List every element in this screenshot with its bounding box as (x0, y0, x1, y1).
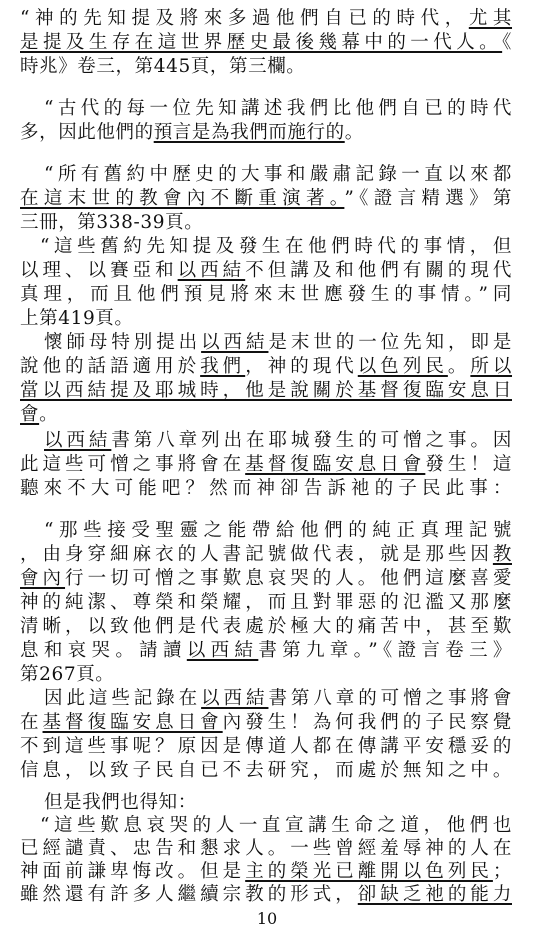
text-line (20, 760, 512, 784)
text-segment: 是末世的一位先知，即是 (268, 332, 512, 353)
text-line (44, 520, 512, 544)
text-line (20, 478, 512, 502)
text-line (44, 792, 512, 816)
underlined-text: 主的榮光已離開以色列民 (245, 861, 493, 882)
text-segment: 已經譴責、忠告和懇求人。一些曾經羞辱神的人在 (20, 838, 512, 859)
text-line (20, 568, 512, 592)
text-line (20, 404, 512, 428)
text-line (44, 332, 512, 356)
text-segment: 以理、以賽亞和 (20, 260, 178, 281)
text-line (20, 308, 512, 332)
text-segment: 在 (20, 712, 43, 733)
text-line (20, 616, 512, 640)
text-segment: “這些舊約先知提及發生在他們時代的事情，但 (40, 236, 512, 257)
text-segment: 真理，而且他們預見將來末世應發生的事情。”同 (20, 284, 512, 305)
text-line (20, 356, 512, 380)
text-segment: ，由身穿細麻衣的人書記號做代表，就是那些因 (20, 544, 493, 565)
text-segment: 此這些可憎之事將會在 (20, 454, 246, 475)
text-segment: 發生！這 (425, 454, 512, 475)
text-segment: “古代的每一位先知講述我們比他們自已的時代 (44, 98, 512, 119)
underlined-text: 以西結 (201, 332, 269, 353)
underlined-text: 是提及生存在這世界歷史最後幾幕中的一代人。 (20, 32, 503, 53)
underlined-text: 以色列民 (357, 356, 448, 377)
text-segment: 神面前謙卑悔改。但是 (20, 861, 246, 882)
text-line (40, 236, 512, 260)
underlined-text: 所以 (470, 356, 513, 377)
text-segment: 《 (502, 32, 512, 53)
text-line (20, 284, 512, 308)
text-segment: “那些接受聖靈之能帶給他們的純正真理記號 (44, 520, 512, 541)
text-segment: 雖然還有許多人繼續宗教的形式， (20, 884, 358, 905)
text-line (20, 664, 512, 688)
text-segment: 。 (344, 122, 364, 143)
text-segment: 但是我們也得知： (44, 792, 197, 813)
text-line (20, 260, 512, 284)
text-segment: 內發生！為何我們的子民察覺 (222, 712, 512, 733)
underlined-text: 當以西結提及耶城時，他是說關於基督復臨安息日 (20, 380, 512, 401)
text-line (20, 544, 512, 568)
underlined-text: 預言是為我們而施行的 (153, 122, 345, 143)
underlined-text: 會內 (20, 568, 66, 589)
text-segment: 行一切可憎之事歎息哀哭的人。他們這麼喜愛 (65, 568, 512, 589)
text-line (44, 688, 512, 712)
text-line (20, 8, 512, 32)
text-line (20, 736, 512, 760)
text-segment: ”《證言精選》第 (344, 188, 512, 209)
text-segment: ，神的現代 (245, 356, 358, 377)
text-segment: 。 (39, 404, 59, 425)
underlined-text: 以西結 (44, 430, 112, 451)
text-line (20, 454, 512, 478)
text-segment: 清晰，以致他們是代表處於極大的痛苦中，甚至歎 (20, 616, 512, 637)
underlined-text: 基督復臨安息日會 (42, 712, 223, 733)
text-segment: 信息，以致子民自已不去研究，而處於無知之中。 (20, 760, 512, 781)
text-segment: 書第八章列出在耶城發生的可憎之事。因 (111, 430, 512, 451)
text-line (44, 430, 512, 454)
text-line (20, 188, 512, 212)
text-line (40, 815, 512, 839)
page-number: 10 (256, 909, 278, 928)
text-segment: 息和哀哭。請讀 (20, 640, 187, 661)
text-segment: 神的純潔、尊榮和榮耀，而且對罪惡的氾濫又那麼 (20, 592, 512, 613)
underlined-text: 卻缺乏祂的能力 (357, 884, 512, 905)
text-line (20, 884, 512, 908)
text-line (20, 56, 512, 80)
underlined-text: 尤其 (468, 8, 513, 29)
text-line (20, 861, 512, 885)
text-segment: “神的先知提及將來多過他們自已的時代， (20, 8, 469, 29)
text-segment: 因此這些記錄在 (44, 688, 202, 709)
underlined-text: 以西結 (201, 688, 269, 709)
underlined-text: 教 (492, 544, 512, 565)
text-segment: 時兆》卷三，第445頁，第三欄。 (20, 56, 306, 77)
text-segment: 聽來不大可能吧？然而神卻告訴祂的子民此事： (20, 478, 512, 499)
text-segment: “這些歎息哀哭的人一直宣講生命之道，他們也 (40, 815, 512, 836)
text-segment: 書第九章。”《證言卷三》 (258, 640, 512, 661)
underlined-text: 以西結 (177, 260, 246, 281)
text-line (20, 592, 512, 616)
text-segment: 書第八章的可憎之事將會 (268, 688, 512, 709)
text-line (20, 212, 512, 236)
text-line (20, 380, 512, 404)
text-segment: 多，因此他們的 (20, 122, 154, 143)
text-segment: 說他的話語適用於 (20, 356, 201, 377)
text-segment: 三冊，第338-39頁。 (20, 212, 204, 233)
underlined-text: 基督復臨安息日會 (245, 454, 426, 475)
underlined-text: 在這末世的教會內不斷重演著。 (20, 188, 345, 209)
text-line (44, 164, 512, 188)
text-segment: 。 (447, 356, 471, 377)
underlined-text: 以西結 (186, 640, 259, 661)
text-line (44, 98, 512, 122)
text-segment: 不但講及和他們有關的現代 (245, 260, 513, 281)
text-segment: “所有舊約中歷史的大事和嚴肅記錄一直以來都 (44, 164, 512, 185)
text-segment: 不到這些事呢？原因是傳道人都在傳講平安穩妥的 (20, 736, 512, 757)
text-line (20, 712, 512, 736)
underlined-text: 我們 (200, 356, 246, 377)
text-line (20, 122, 512, 146)
text-line (20, 32, 512, 56)
text-line (20, 838, 512, 862)
text-line (20, 640, 512, 664)
underlined-text: 會 (20, 404, 40, 425)
text-segment: ； (492, 861, 512, 882)
text-segment: 懷師母特別提出 (44, 332, 202, 353)
text-segment: 第267頁。 (20, 664, 115, 685)
text-segment: 上第419頁。 (20, 308, 134, 329)
